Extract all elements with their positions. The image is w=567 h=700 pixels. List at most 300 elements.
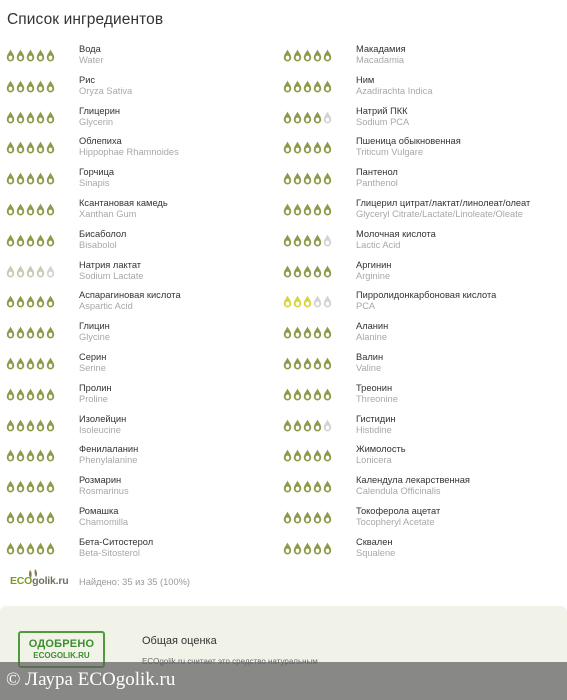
ingredient-row[interactable] <box>283 43 563 74</box>
drop-icon <box>36 542 45 555</box>
ingredient-rating <box>283 480 332 493</box>
drop-icon <box>283 449 292 462</box>
ingredient-name-latin: Glycine <box>79 332 111 343</box>
ingredient-row[interactable] <box>6 105 286 136</box>
ingredient-name-latin: Serine <box>79 362 106 373</box>
drop-icon <box>283 480 292 493</box>
ingredient-name-ru: Пантенол <box>356 167 398 178</box>
ingredient-name-latin: Rosmarinus <box>79 486 129 497</box>
drop-icon <box>323 111 332 124</box>
drop-icon <box>283 111 292 124</box>
drop-icon <box>26 449 35 462</box>
ingredient-name-latin: Macadamia <box>356 55 405 65</box>
drop-icon <box>46 419 55 432</box>
drop-icon <box>313 234 322 247</box>
ingredient-name-ru: Серин <box>79 351 107 362</box>
drop-icon <box>303 265 312 278</box>
ingredient-row[interactable] <box>6 197 286 228</box>
ingredient-name-ru: Ромашка <box>79 505 119 516</box>
drop-icon <box>323 295 332 308</box>
drop-icon <box>46 388 55 401</box>
drop-icon <box>293 49 302 62</box>
ingredient-name-ru: Макадамия <box>356 44 406 54</box>
drop-icon <box>16 265 25 278</box>
ingredient-rating <box>6 80 55 93</box>
ingredient-row[interactable] <box>283 259 563 290</box>
stamp-line1: ОДОБРЕНО <box>28 638 95 650</box>
ingredient-name-latin: Azadirachta Indica <box>356 85 433 96</box>
drop-icon <box>283 419 292 432</box>
ingredient-name-ru: Ксантановая камедь <box>79 197 168 208</box>
drop-icon <box>293 326 302 339</box>
drop-icon <box>323 511 332 524</box>
drop-icon <box>16 542 25 555</box>
ingredient-rating <box>283 388 332 401</box>
ingredient-name-ru: Пролин <box>79 382 112 393</box>
drop-icon <box>313 111 322 124</box>
ingredient-rating <box>6 234 55 247</box>
drop-icon <box>6 326 15 339</box>
drop-icon <box>16 111 25 124</box>
photo-credit: © Лаура ECOgolik.ru <box>6 669 176 690</box>
drop-icon <box>26 80 35 93</box>
drop-icon <box>6 203 15 216</box>
drop-icon <box>16 388 25 401</box>
drop-icon <box>16 234 25 247</box>
drop-icon <box>6 480 15 493</box>
drop-icon <box>46 357 55 370</box>
drop-icon <box>6 172 15 185</box>
drop-icon <box>313 203 322 216</box>
ingredient-row[interactable] <box>6 166 286 197</box>
ingredient-row[interactable] <box>283 105 563 136</box>
drop-icon <box>46 141 55 154</box>
ingredient-name-ru: Ним <box>356 74 375 85</box>
drop-icon <box>36 480 45 493</box>
ingredient-rating <box>283 542 332 555</box>
logo-rest: golik.ru <box>32 575 69 587</box>
ingredient-row[interactable] <box>6 505 286 536</box>
ingredient-rating <box>283 172 332 185</box>
drop-icon <box>26 388 35 401</box>
logo-eco: ECO <box>10 575 33 587</box>
ingredient-row[interactable] <box>6 413 286 444</box>
drop-icon <box>293 511 302 524</box>
drop-icon <box>26 295 35 308</box>
drop-icon <box>303 234 312 247</box>
drop-icon <box>16 49 25 62</box>
drop-icon <box>293 449 302 462</box>
ingredient-row[interactable] <box>283 320 563 351</box>
drop-icon <box>46 203 55 216</box>
ingredient-name-latin: Water <box>79 55 104 65</box>
ingredient-name-latin: Histidine <box>356 424 392 435</box>
drop-icon <box>6 234 15 247</box>
ingredient-row[interactable] <box>6 259 286 290</box>
ingredient-name-latin: Tocopheryl Acetate <box>356 516 435 527</box>
drop-icon <box>313 141 322 154</box>
ingredient-row[interactable] <box>283 474 563 505</box>
drop-icon <box>313 172 322 185</box>
drop-icon <box>293 388 302 401</box>
drop-icon <box>283 49 292 62</box>
ingredient-row[interactable] <box>6 289 286 320</box>
drop-icon <box>323 172 332 185</box>
drop-icon <box>303 419 312 432</box>
drop-icon <box>313 542 322 555</box>
ingredient-row[interactable] <box>283 135 563 166</box>
drop-icon <box>26 542 35 555</box>
drop-icon <box>36 80 45 93</box>
ingredient-row[interactable] <box>6 74 286 105</box>
drop-icon <box>323 234 332 247</box>
drop-icon <box>293 203 302 216</box>
drop-icon <box>46 542 55 555</box>
drop-icon <box>323 388 332 401</box>
drop-icon <box>283 203 292 216</box>
drop-icon <box>313 357 322 370</box>
ingredient-row[interactable] <box>283 536 563 567</box>
ingredient-rating <box>6 388 55 401</box>
drop-icon <box>323 265 332 278</box>
ingredients-left-column <box>6 43 286 567</box>
ingredient-name-latin: Proline <box>79 393 108 404</box>
drop-icon <box>323 49 332 62</box>
drop-icon <box>46 295 55 308</box>
ingredient-rating <box>6 49 55 62</box>
drop-icon <box>16 357 25 370</box>
ingredient-row[interactable] <box>283 197 563 228</box>
ingredient-row[interactable] <box>283 289 563 320</box>
ingredient-name-ru: Облепиха <box>79 136 122 147</box>
ingredient-rating <box>6 419 55 432</box>
ingredient-name-latin: Glyceryl Citrate/Lactate/Linoleate/Oleate <box>356 208 523 219</box>
ingredient-name-latin: Lactic Acid <box>356 239 401 250</box>
drop-icon <box>26 203 35 216</box>
ingredient-name-ru: Розмарин <box>79 475 122 486</box>
drop-icon <box>303 172 312 185</box>
ingredient-rating <box>6 265 55 278</box>
drop-icon <box>26 172 35 185</box>
drop-icon <box>283 265 292 278</box>
drop-icon <box>283 511 292 524</box>
ingredient-rating <box>283 141 332 154</box>
ingredient-name-ru: Бета-Ситостерол <box>79 536 154 547</box>
ingredient-row[interactable] <box>283 166 563 197</box>
ingredient-row[interactable] <box>283 443 563 474</box>
drop-icon <box>46 480 55 493</box>
drop-icon <box>16 326 25 339</box>
ingredient-rating <box>283 511 332 524</box>
ingredient-name-latin: Arginine <box>356 270 391 281</box>
drop-icon <box>16 141 25 154</box>
drop-icon <box>26 357 35 370</box>
ingredient-name-latin: Hippophae Rhamnoides <box>79 147 179 158</box>
drop-icon <box>36 203 45 216</box>
drop-icon <box>323 141 332 154</box>
drop-icon <box>26 326 35 339</box>
ingredient-name-ru: Рис <box>79 74 96 85</box>
drop-icon <box>303 80 312 93</box>
ingredient-name-ru: Токоферола ацетат <box>356 505 441 516</box>
ingredient-row[interactable] <box>6 320 286 351</box>
drop-icon <box>283 80 292 93</box>
ingredient-rating <box>283 49 332 62</box>
drop-icon <box>46 265 55 278</box>
ingredients-right-column <box>283 43 563 567</box>
ingredient-name-ru: Сквален <box>356 536 393 547</box>
drop-icon <box>293 172 302 185</box>
ingredient-name-latin: Glycerin <box>79 116 114 127</box>
drop-icon <box>46 172 55 185</box>
drop-icon <box>6 388 15 401</box>
drop-icon <box>283 141 292 154</box>
drop-icon <box>26 511 35 524</box>
ingredient-name-latin: Triticum Vulgare <box>356 147 423 158</box>
drop-icon <box>46 449 55 462</box>
drop-icon <box>36 388 45 401</box>
ingredient-rating <box>6 141 55 154</box>
ingredient-name-latin: Beta-Sitosterol <box>79 547 140 558</box>
ingredient-name-latin: Phenylalanine <box>79 455 138 466</box>
ingredient-name-latin: Sodium Lactate <box>79 270 144 281</box>
drop-icon <box>46 511 55 524</box>
drop-icon <box>303 295 312 308</box>
drop-icon <box>6 357 15 370</box>
ingredient-rating <box>283 203 332 216</box>
drop-icon <box>26 111 35 124</box>
drop-icon <box>36 49 45 62</box>
drop-icon <box>6 542 15 555</box>
ingredient-rating <box>6 357 55 370</box>
ingredient-rating <box>6 111 55 124</box>
ingredient-rating <box>283 295 332 308</box>
drop-icon <box>293 111 302 124</box>
ingredient-row[interactable] <box>6 228 286 259</box>
ingredient-name-ru: Календула лекарственная <box>356 475 470 486</box>
drop-icon <box>293 265 302 278</box>
drop-icon <box>303 480 312 493</box>
ingredient-row[interactable] <box>6 474 286 505</box>
ingredient-name-ru: Пшеница обыкновенная <box>356 136 461 147</box>
drop-icon <box>323 542 332 555</box>
ingredient-name-latin: Sinapis <box>79 178 110 189</box>
page-title: Список ингредиентов <box>7 11 164 28</box>
drop-icon <box>6 265 15 278</box>
drop-icon <box>6 141 15 154</box>
drop-icon <box>16 419 25 432</box>
drop-icon <box>36 449 45 462</box>
ingredient-name-ru: Горчица <box>79 167 115 178</box>
ingredient-rating <box>6 203 55 216</box>
ingredient-rating <box>6 480 55 493</box>
stamp-line2: ECOGOLIK.RU <box>33 651 90 660</box>
ingredient-name-ru: Натрий ПКК <box>356 105 408 116</box>
drop-icon <box>313 388 322 401</box>
ingredient-name-ru: Пирролидонкарбоновая кислота <box>356 290 497 301</box>
drop-icon <box>313 49 322 62</box>
ingredient-rating <box>283 111 332 124</box>
ingredient-name-latin: PCA <box>356 301 376 312</box>
drop-icon <box>313 419 322 432</box>
ingredient-name-ru: Изолейцин <box>79 413 127 424</box>
ingredient-row[interactable] <box>6 43 286 74</box>
drop-icon <box>293 357 302 370</box>
drop-icon <box>323 80 332 93</box>
ingredient-rating <box>6 542 55 555</box>
ingredient-name-latin: Oryza Sativa <box>79 85 133 96</box>
drop-icon <box>36 419 45 432</box>
ingredient-row[interactable] <box>6 351 286 382</box>
drop-icon <box>323 326 332 339</box>
ingredient-rating <box>6 511 55 524</box>
ingredient-rating <box>283 357 332 370</box>
ingredient-name-ru: Фенилаланин <box>79 444 139 455</box>
ingredient-name-latin: Panthenol <box>356 178 398 189</box>
drop-icon <box>283 326 292 339</box>
drop-icon <box>313 449 322 462</box>
drop-icon <box>36 265 45 278</box>
ingredient-rating <box>6 449 55 462</box>
drop-icon <box>323 449 332 462</box>
ingredient-name-ru: Аспарагиновая кислота <box>79 290 181 301</box>
drop-icon <box>26 265 35 278</box>
drop-icon <box>16 480 25 493</box>
overall-title: Общая оценка <box>142 635 217 647</box>
drop-icon <box>36 326 45 339</box>
ingredient-row[interactable] <box>6 382 286 413</box>
ingredient-rating <box>283 80 332 93</box>
ingredient-row[interactable] <box>283 413 563 444</box>
ingredient-row[interactable] <box>283 505 563 536</box>
drop-icon <box>303 49 312 62</box>
drop-icon <box>293 419 302 432</box>
drop-icon <box>283 295 292 308</box>
drop-icon <box>6 111 15 124</box>
drop-icon <box>36 172 45 185</box>
ecogolik-logo[interactable] <box>10 575 68 587</box>
drop-icon <box>36 295 45 308</box>
ingredient-name-latin: Bisabolol <box>79 239 117 250</box>
drop-icon <box>283 542 292 555</box>
drop-icon <box>26 234 35 247</box>
drop-icon <box>303 357 312 370</box>
ingredient-rating <box>283 419 332 432</box>
drop-icon <box>303 326 312 339</box>
drop-icon <box>283 234 292 247</box>
drop-icon <box>46 80 55 93</box>
drop-icon <box>283 388 292 401</box>
ingredient-row[interactable] <box>6 536 286 567</box>
ingredient-row[interactable] <box>283 228 563 259</box>
drop-icon <box>323 203 332 216</box>
drop-icon <box>303 449 312 462</box>
ingredient-name-ru: Аргинин <box>356 259 392 270</box>
drop-icon <box>6 80 15 93</box>
ingredient-row[interactable] <box>283 382 563 413</box>
drop-icon <box>6 295 15 308</box>
drop-icon <box>26 141 35 154</box>
drop-icon <box>16 80 25 93</box>
drop-icon <box>293 141 302 154</box>
drop-icon <box>16 172 25 185</box>
drop-icon <box>26 419 35 432</box>
ingredient-name-ru: Натрия лактат <box>79 259 142 270</box>
drop-icon <box>283 357 292 370</box>
ingredient-name-latin: Sodium PCA <box>356 116 410 127</box>
ingredient-rating <box>283 234 332 247</box>
drop-icon <box>36 234 45 247</box>
drop-icon <box>46 111 55 124</box>
drop-icon <box>303 542 312 555</box>
ingredient-name-ru: Бисаболол <box>79 228 127 239</box>
ingredient-name-ru: Глицерил цитрат/лактат/линолеат/олеат <box>356 197 531 208</box>
ingredient-name-latin: Aspartic Acid <box>79 301 133 312</box>
drop-icon <box>293 80 302 93</box>
ingredient-name-ru: Жимолость <box>356 444 406 455</box>
drop-icon <box>313 265 322 278</box>
drop-icon <box>16 511 25 524</box>
ingredient-name-latin: Valine <box>356 362 382 373</box>
drop-icon <box>323 480 332 493</box>
drop-icon <box>313 480 322 493</box>
ingredient-name-ru: Глицин <box>79 321 110 332</box>
ingredient-row[interactable] <box>283 74 563 105</box>
drop-icon <box>313 295 322 308</box>
drop-icon <box>303 111 312 124</box>
drop-icon <box>303 388 312 401</box>
ingredient-name-latin: Threonine <box>356 393 398 404</box>
drop-icon <box>26 480 35 493</box>
ingredient-rating <box>283 326 332 339</box>
drop-icon <box>36 357 45 370</box>
drop-icon <box>303 511 312 524</box>
ingredient-row[interactable] <box>283 351 563 382</box>
drop-icon <box>6 419 15 432</box>
ingredient-row[interactable] <box>6 135 286 166</box>
ingredient-name-ru: Глицерин <box>79 105 121 116</box>
drop-icon <box>16 449 25 462</box>
ingredient-name-ru: Валин <box>356 351 384 362</box>
drop-icon <box>293 295 302 308</box>
drop-icon <box>293 234 302 247</box>
found-count: Найдено: 35 из 35 (100%) <box>79 577 190 587</box>
drop-icon <box>46 49 55 62</box>
ingredient-name-ru: Гистидин <box>356 413 396 424</box>
ingredient-name-ru: Молочная кислота <box>356 228 436 239</box>
drop-icon <box>313 326 322 339</box>
drop-icon <box>36 111 45 124</box>
ingredient-name-latin: Lonicera <box>356 455 392 466</box>
drop-icon <box>16 203 25 216</box>
drop-icon <box>46 326 55 339</box>
ingredient-rating <box>283 449 332 462</box>
ingredient-name-latin: Squalene <box>356 547 396 558</box>
drop-icon <box>46 234 55 247</box>
drop-icon <box>26 49 35 62</box>
drop-icon <box>293 542 302 555</box>
ingredient-name-latin: Calendula Officinalis <box>356 486 441 497</box>
ingredient-name-ru: Треонин <box>356 382 393 393</box>
drop-icon <box>36 141 45 154</box>
drop-icon <box>313 511 322 524</box>
drop-icon <box>36 511 45 524</box>
ingredient-row[interactable] <box>6 443 286 474</box>
drop-icon <box>323 357 332 370</box>
drop-icon <box>16 295 25 308</box>
ingredient-rating <box>283 265 332 278</box>
ingredient-rating <box>6 295 55 308</box>
